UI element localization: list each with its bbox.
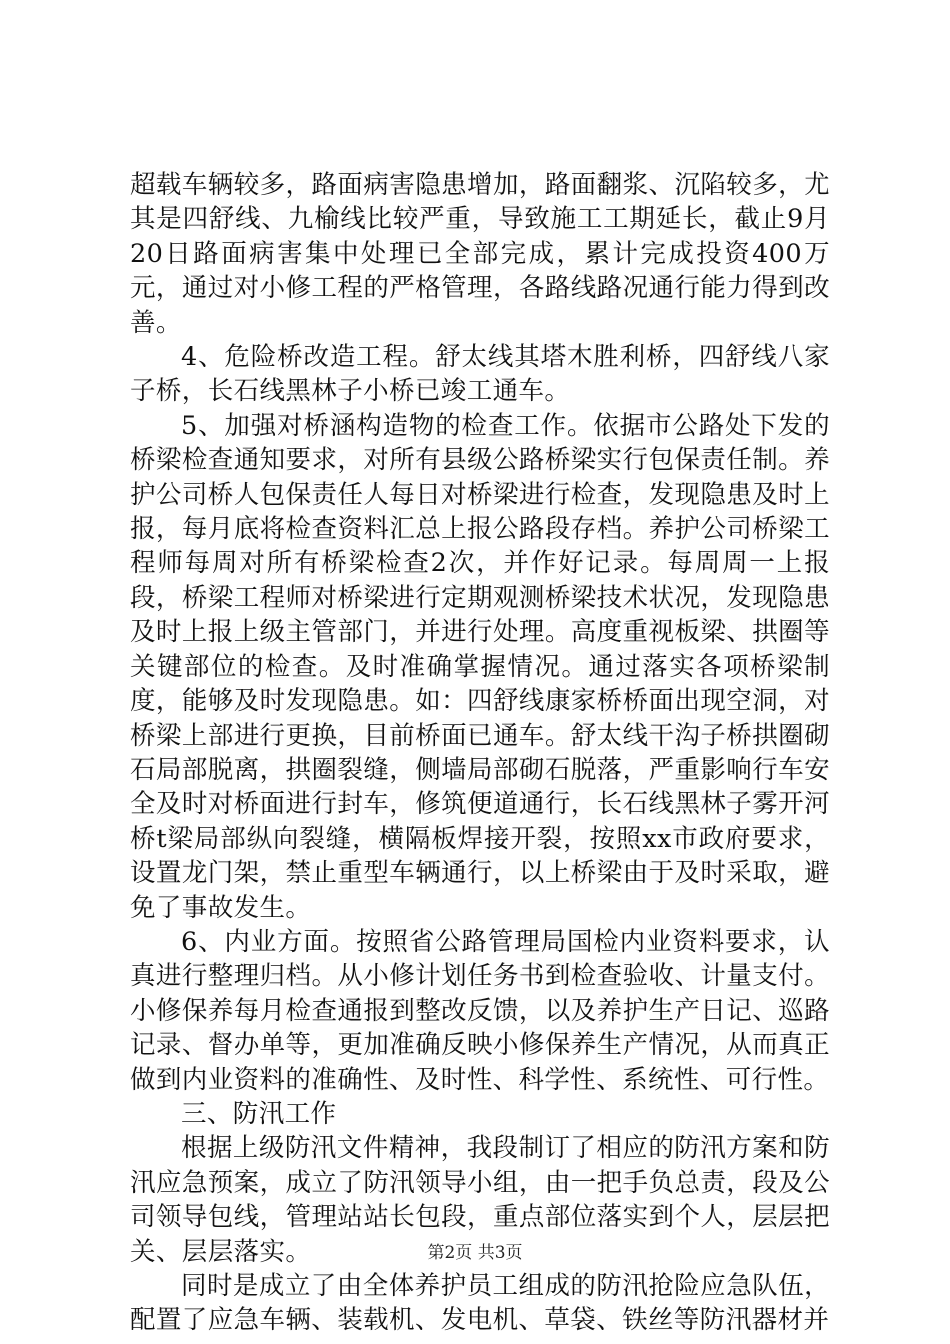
paragraph-emergency-team: 同时是成立了由全体养护员工组成的防汛抢险应急队伍，配置了应急车辆、装载机、发电机、草袋、铁丝等防汛器材并	[130, 1271, 830, 1336]
paragraph-item-4: 4、危险桥改造工程。舒太线其塔木胜利桥，四舒线八家子桥，长石线黑林子小桥已竣工通车。	[130, 342, 830, 407]
paragraph-flood-plan: 根据上级防汛文件精神，我段制订了相应的防汛方案和防汛应急预案，成立了防汛领导小组，由一把手负总责，段及公司领导包线，管理站站长包段，重点部位落实到个人，层层把关、层层落实。	[130, 1133, 830, 1267]
document-body	[130, 168, 830, 1338]
paragraph-item-6: 6、内业方面。按照省公路管理局国检内业资料要求，认真进行整理归档。从小修计划任务书到检查验收、计量支付。小修保养每月检查通报到整改反馈，以及养护生产日记、巡路记录、督办单等，更加准确反映小修保养生产情况，从而真正做到内业资料的准确性、及时性、科学性、系统性、可行性。	[130, 926, 830, 1095]
paragraph-continuation: 超载车辆较多，路面病害隐患增加，路面翻浆、沉陷较多，尤其是四舒线、九榆线比较严重，导致施工工期延长，截止9月20日路面病害集中处理已全部完成，累计完成投资400万元，通过对小修工程的严格管理，各路线路况通行能力得到改善。	[130, 170, 830, 338]
paragraph-item-5: 5、加强对桥涵构造物的检查工作。依据市公路处下发的桥梁检查通知要求，对所有县级公路桥梁实行包保责任制。养护公司桥人包保责任人每日对桥梁进行检查，发现隐患及时上报，每月底将检查资料汇总上报公路段存档。养护公司桥梁工程师每周对所有桥梁检查2次，并作好记录。每周周一上报段，桥梁工程师对桥梁进行定期观测桥梁技术状况，发现隐患及时上报上级主管部门，并进行处理。高度重视板梁、拱圈等关键部位的检查。及时准确掌握情况。通过落实各项桥梁制度，能够及时发现隐患。如：四舒线康家桥桥面出现空洞，对桥梁上部进行更换，目前桥面已通车。舒太线干沟子桥拱圈砌石局部脱离，拱圈裂缝，侧墙局部砌石脱落，严重影响行车安全及时对桥面进行封车，修筑便道通行，长石线黑林子雾开河桥t梁局部纵向裂缝，横隔板焊接开裂，按照xx市政府要求，设置龙门架，禁止重型车辆通行，以上桥梁由于及时采取，避免了事故发生。	[130, 410, 830, 923]
page-number-footer: 第2页 共3页	[427, 1243, 523, 1263]
section-heading-flood-control: 三、防汛工作	[181, 1098, 337, 1129]
